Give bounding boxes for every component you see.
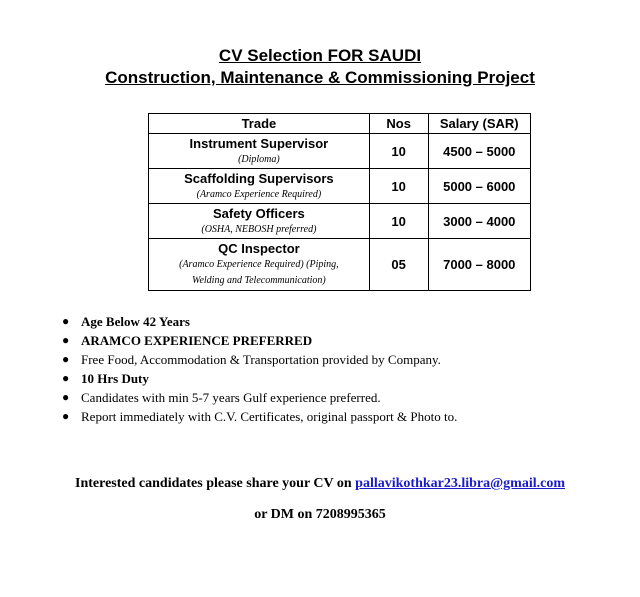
nos-cell: 05 <box>369 239 428 291</box>
list-item-text: Age Below 42 Years <box>81 314 190 329</box>
bullet-icon: ● <box>62 333 70 347</box>
trade-note: (OSHA, NEBOSH preferred) <box>201 223 317 235</box>
contact-prefix: Interested candidates please share your CV on <box>75 476 356 491</box>
trade-note: (Aramco Experience Required) (Piping, <box>179 259 339 270</box>
nos-cell: 10 <box>369 204 428 239</box>
table-row <box>149 134 531 169</box>
bullet-icon: ● <box>62 409 70 423</box>
list-item <box>62 331 457 350</box>
phone-line: or DM on 7208995365 <box>254 507 386 522</box>
list-item <box>62 407 457 426</box>
trade-note: Welding and Telecommunication) <box>192 275 326 286</box>
nos-cell: 10 <box>369 134 428 169</box>
trade-name: QC Inspector <box>218 241 300 256</box>
table-row <box>149 204 531 239</box>
salary-cell: 7000 – 8000 <box>428 239 530 291</box>
trade-cell <box>149 169 370 204</box>
table-header-row <box>149 114 531 134</box>
trade-cell <box>149 239 370 291</box>
trade-name: Scaffolding Supervisors <box>184 170 334 186</box>
bullet-icon: ● <box>62 314 70 328</box>
table-row <box>149 169 531 204</box>
page-title: CV Selection FOR SAUDI <box>218 46 422 65</box>
column-header-nos: Nos <box>369 114 428 134</box>
contact-line <box>0 476 640 492</box>
nos-cell: 10 <box>369 169 428 204</box>
salary-cell: 3000 – 4000 <box>428 204 530 239</box>
list-item <box>62 350 457 369</box>
trade-cell <box>149 204 370 239</box>
bullet-icon: ● <box>62 352 70 366</box>
bullet-icon: ● <box>62 371 70 385</box>
email-link[interactable]: pallavikothkar23.libra@gmail.com <box>355 476 565 491</box>
column-header-trade: Trade <box>149 114 370 134</box>
list-item-text: Report immediately with C.V. Certificates, original passport & Photo to. <box>81 409 458 424</box>
requirements-list <box>62 312 457 426</box>
list-item <box>62 369 457 388</box>
bullet-icon: ● <box>62 390 70 404</box>
trade-note: (Aramco Experience Required) <box>196 188 322 200</box>
list-item <box>62 312 457 331</box>
trade-note: (Diploma) <box>238 153 280 165</box>
salary-cell: 5000 – 6000 <box>428 169 530 204</box>
list-item-text: 10 Hrs Duty <box>81 371 149 386</box>
trade-table <box>148 113 531 291</box>
page-subtitle: Construction, Maintenance & Commissioning Project <box>105 68 535 87</box>
list-item-text: ARAMCO EXPERIENCE PREFERRED <box>81 333 313 348</box>
trade-name: Instrument Supervisor <box>189 135 329 151</box>
list-item-text: Candidates with min 5-7 years Gulf experience preferred. <box>81 390 381 405</box>
table-row <box>149 239 531 291</box>
salary-cell: 4500 – 5000 <box>428 134 530 169</box>
list-item <box>62 388 457 407</box>
trade-cell <box>149 134 370 169</box>
list-item-text: Free Food, Accommodation & Transportation provided by Company. <box>81 352 441 367</box>
trade-name: Safety Officers <box>213 205 305 221</box>
column-header-salary: Salary (SAR) <box>428 114 530 134</box>
